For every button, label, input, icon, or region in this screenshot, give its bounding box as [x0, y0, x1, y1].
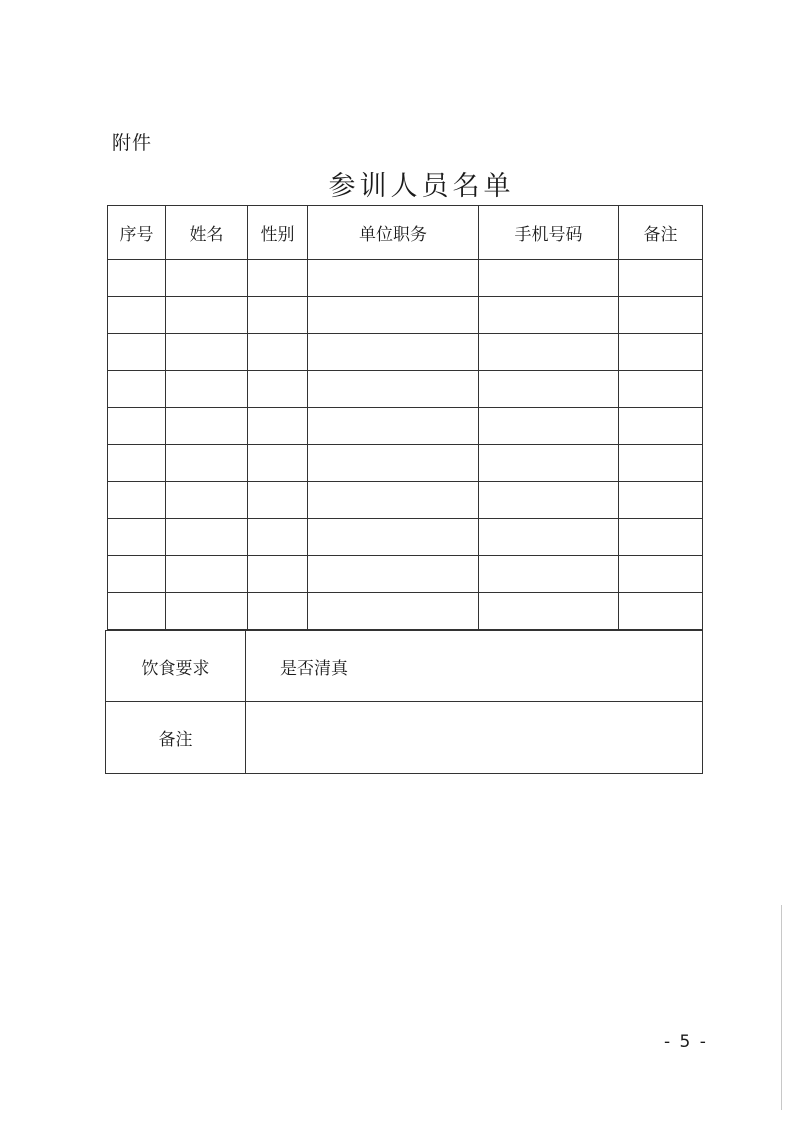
participant-table — [107, 205, 703, 630]
table-cell — [248, 297, 308, 334]
extra-info-table — [105, 630, 703, 774]
table-cell — [479, 334, 619, 371]
table-cell — [619, 334, 703, 371]
table-cell — [308, 371, 479, 408]
header-cell-remarks: 备注 — [619, 206, 703, 260]
table-cell — [108, 334, 166, 371]
table-cell — [308, 593, 479, 630]
table-cell — [248, 371, 308, 408]
table-cell — [248, 408, 308, 445]
header-cell-gender: 性别 — [248, 206, 308, 260]
table-cell — [166, 482, 248, 519]
table-cell — [619, 445, 703, 482]
table-row — [108, 408, 703, 445]
table-cell — [248, 482, 308, 519]
table-cell — [248, 445, 308, 482]
table-cell — [308, 334, 479, 371]
table-cell — [308, 519, 479, 556]
table-cell — [108, 519, 166, 556]
diet-value: 是否清真 — [246, 631, 703, 702]
remarks-value — [246, 702, 703, 774]
table-cell — [166, 519, 248, 556]
scan-edge-line — [781, 905, 782, 1110]
table-row — [108, 593, 703, 630]
table-cell — [108, 297, 166, 334]
table-cell — [619, 519, 703, 556]
table-cell — [619, 371, 703, 408]
table-cell — [166, 408, 248, 445]
table-cell — [108, 556, 166, 593]
table-row — [108, 556, 703, 593]
table-cell — [479, 445, 619, 482]
table-cell — [166, 445, 248, 482]
table-cell — [479, 371, 619, 408]
table-cell — [619, 556, 703, 593]
table-row — [108, 482, 703, 519]
header-cell-name: 姓名 — [166, 206, 248, 260]
table-cell — [166, 371, 248, 408]
table-row — [108, 297, 703, 334]
table-cell — [308, 297, 479, 334]
table-cell — [248, 519, 308, 556]
table-cell — [166, 260, 248, 297]
table-cell — [166, 334, 248, 371]
table-cell — [619, 408, 703, 445]
table-cell — [479, 519, 619, 556]
table-cell — [479, 556, 619, 593]
table-cell — [108, 260, 166, 297]
table-cell — [108, 593, 166, 630]
table-cell — [479, 260, 619, 297]
table-cell — [308, 556, 479, 593]
table-row — [108, 445, 703, 482]
table-cell — [248, 334, 308, 371]
table-header-row — [108, 206, 703, 260]
table-cell — [248, 593, 308, 630]
table-cell — [619, 297, 703, 334]
remarks-row — [106, 702, 703, 774]
table-cell — [108, 408, 166, 445]
table-cell — [108, 482, 166, 519]
page-title: 参训人员名单 — [328, 171, 515, 202]
page-number: - 5 - — [664, 1032, 708, 1052]
table-cell — [308, 260, 479, 297]
table-row — [108, 519, 703, 556]
table-cell — [166, 556, 248, 593]
remarks-label: 备注 — [106, 702, 246, 774]
header-cell-phone: 手机号码 — [479, 206, 619, 260]
table-cell — [308, 408, 479, 445]
table-cell — [108, 371, 166, 408]
table-cell — [166, 593, 248, 630]
table-cell — [479, 408, 619, 445]
table-cell — [619, 593, 703, 630]
table-cell — [308, 445, 479, 482]
table-cell — [619, 260, 703, 297]
table-row — [108, 260, 703, 297]
table-cell — [166, 297, 248, 334]
table-cell — [248, 556, 308, 593]
diet-row — [106, 631, 703, 702]
diet-label: 饮食要求 — [106, 631, 246, 702]
table-cell — [108, 445, 166, 482]
header-cell-index: 序号 — [108, 206, 166, 260]
attachment-label: 附件 — [112, 132, 153, 154]
header-cell-position: 单位职务 — [308, 206, 479, 260]
table-cell — [248, 260, 308, 297]
table-cell — [479, 297, 619, 334]
table-cell — [479, 482, 619, 519]
table-row — [108, 334, 703, 371]
table-cell — [308, 482, 479, 519]
table-cell — [619, 482, 703, 519]
table-cell — [479, 593, 619, 630]
table-row — [108, 371, 703, 408]
